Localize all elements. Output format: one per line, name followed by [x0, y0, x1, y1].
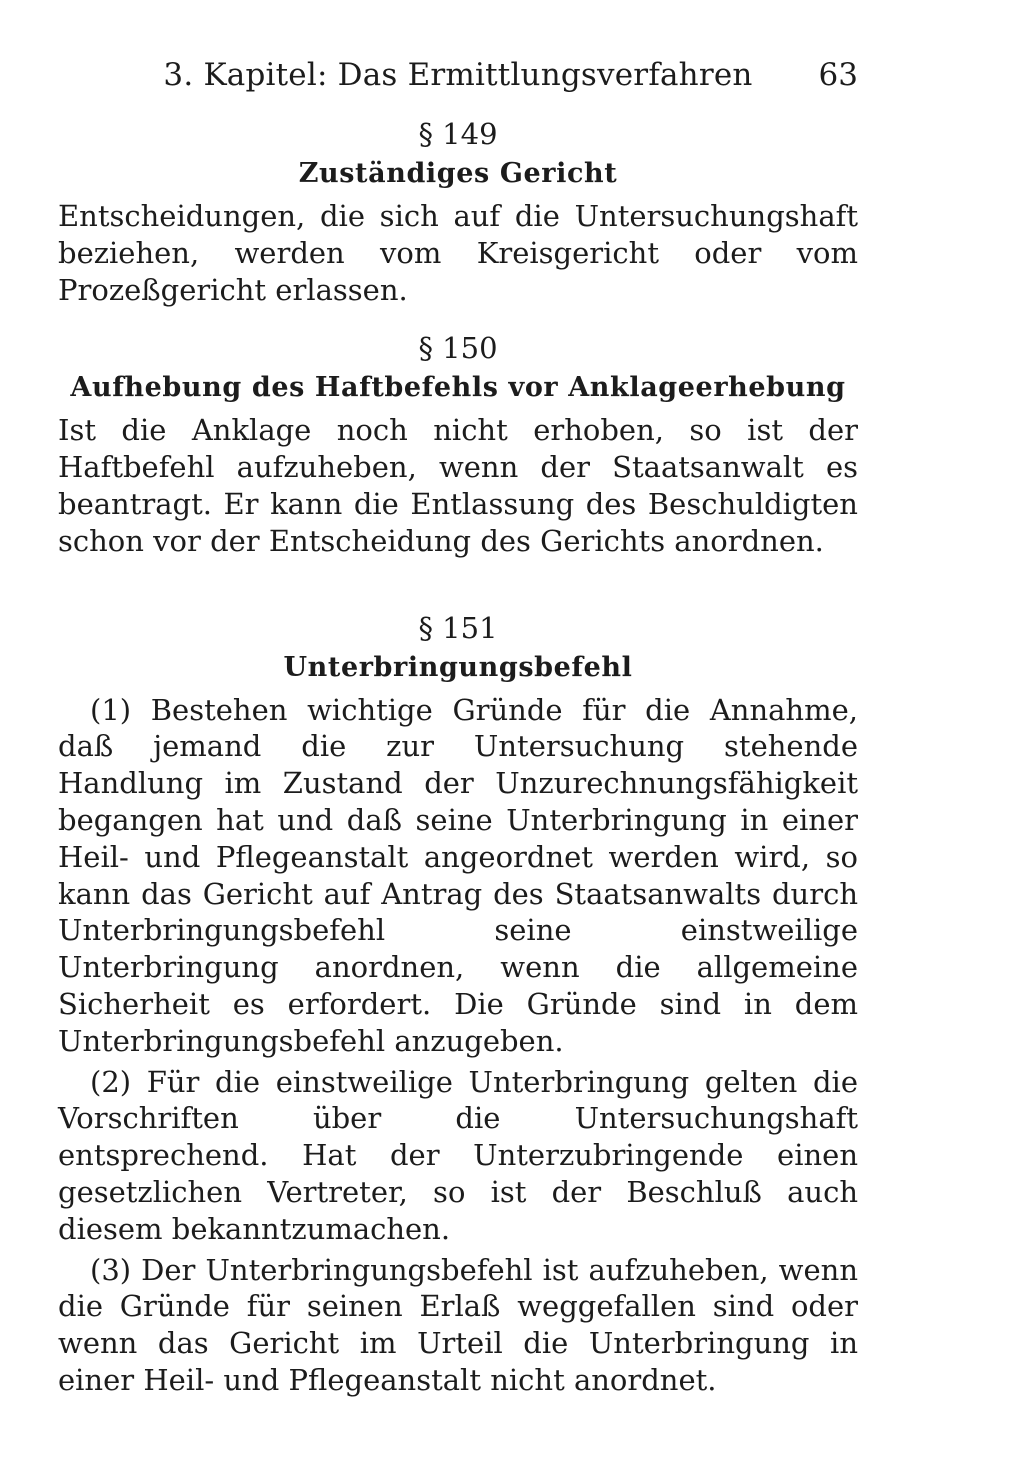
- section-number: § 149: [418, 117, 498, 151]
- paragraph: Entscheidungen, die sich auf die Untersuchungshaft beziehen, werden vom Kreisgericht oder vom Prozeßgericht erlassen.: [58, 199, 858, 307]
- running-head: [58, 52, 858, 98]
- paragraph: (3) Der Unterbringungsbefehl ist aufzuheben, wenn die Gründe für seinen Erlaß weggefallen sind oder wenn das Gericht im Urteil die Unterbringung in einer Heil- und Pflegeanstalt nicht anordnet.: [58, 1252, 858, 1397]
- section-heading: Aufhebung des Haftbefehls vor Anklageerhebung: [70, 372, 846, 404]
- paragraph: (1) Bestehen wichtige Gründe für die Annahme, daß jemand die zur Untersuchung stehende Handlung im Zustand der Unzurechnungsfähigkeit begangen hat und daß seine Unterbringung in einer Heil- und Pflegeanstalt angeordnet werden wird, so kann das Gericht auf Antrag des Staatsanwalts durch Unterbringungsbefehl seine einstweilige Unterbringung anordnen, wenn die allgemeine Sicherheit es erfordert. Die Gründe sind in dem Unterbringungsbefehl anzugeben.: [58, 692, 858, 1058]
- paragraph: (2) Für die einstweilige Unterbringung gelten die Vorschriften über die Untersuchungshaft entsprechend. Hat der Unterzubringende einen gesetzlichen Vertreter, so ist der Beschluß auch diesem bekanntzumachen.: [58, 1064, 858, 1246]
- section-heading: Zuständiges Gericht: [298, 158, 618, 189]
- paragraph: Ist die Anklage noch nicht erhoben, so ist der Haftbefehl aufzuheben, wenn der Staatsanwalt es beantragt. Er kann die Entlassung des Beschuldigten schon vor der Entscheidung des Gerichts anordnen.: [58, 413, 858, 558]
- book-page: [58, 52, 858, 1403]
- page-number: 63: [818, 57, 858, 93]
- section-number: § 151: [418, 610, 498, 645]
- section-150: [58, 328, 858, 559]
- section-149: [58, 114, 858, 308]
- section-number: § 150: [418, 331, 498, 366]
- chapter-title: 3. Kapitel: Das Ermittlungsverfahren: [163, 57, 753, 93]
- section-heading: Unterbringungsbefehl: [283, 651, 633, 683]
- section-151: [58, 608, 858, 1399]
